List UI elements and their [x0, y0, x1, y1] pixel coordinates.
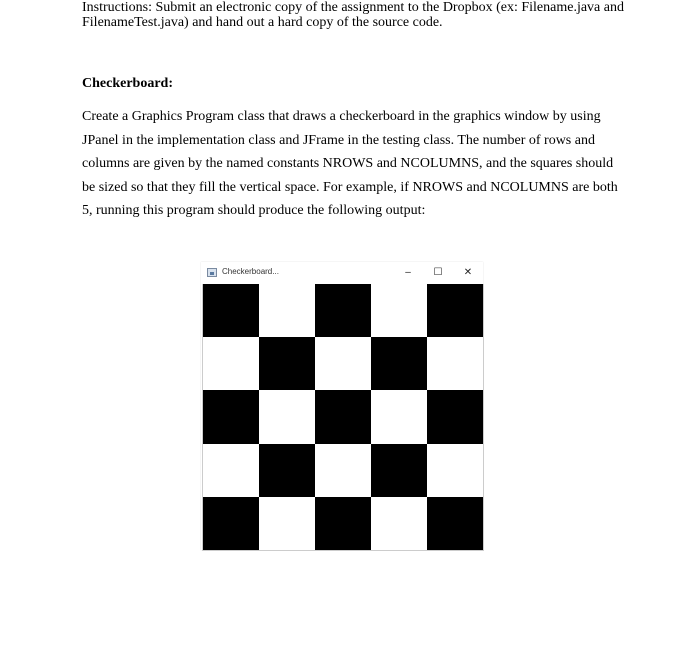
board-square: [315, 497, 371, 550]
board-square: [203, 390, 259, 443]
board-square: [427, 337, 483, 390]
board-square: [315, 337, 371, 390]
window-titlebar[interactable]: [201, 262, 483, 284]
board-square: [203, 497, 259, 550]
checkerboard-grid: [202, 284, 484, 551]
board-square: [315, 444, 371, 497]
board-square: [259, 497, 315, 550]
board-square: [315, 390, 371, 443]
instructions-text: Instructions: Submit an electronic copy of the assignment to the Dropbox (ex: Filename.java and FilenameTest.java) and hand out a hard copy of the source code.: [82, 0, 624, 30]
board-square: [427, 390, 483, 443]
minimize-button[interactable]: –: [405, 267, 411, 278]
board-square: [203, 444, 259, 497]
board-square: [427, 497, 483, 550]
board-square: [203, 337, 259, 390]
section-heading: Checkerboard:: [82, 76, 173, 91]
board-square: [427, 444, 483, 497]
assignment-description: Create a Graphics Program class that draws a checkerboard in the graphics window by using JPanel in the implementation class and JFrame in the testing class. The number of rows and columns are given by the named constants NROWS and NCOLUMNS, and the squares should be sized so that they fill the vertical space. For example, if NROWS and NCOLUMNS are both 5, running this program should produce the following output:: [82, 109, 618, 218]
java-app-icon: [207, 268, 217, 277]
board-square: [259, 444, 315, 497]
board-square: [259, 337, 315, 390]
close-button[interactable]: ✕: [463, 267, 473, 278]
board-square: [315, 284, 371, 337]
board-square: [371, 284, 427, 337]
maximize-button[interactable]: ☐: [433, 267, 443, 278]
window-title: Checkerboard...: [222, 267, 279, 276]
checkerboard-window: [201, 262, 483, 550]
board-square: [259, 284, 315, 337]
board-square: [371, 337, 427, 390]
board-square: [259, 390, 315, 443]
board-square: [203, 284, 259, 337]
board-square: [371, 444, 427, 497]
board-square: [427, 284, 483, 337]
board-square: [371, 390, 427, 443]
board-square: [371, 497, 427, 550]
